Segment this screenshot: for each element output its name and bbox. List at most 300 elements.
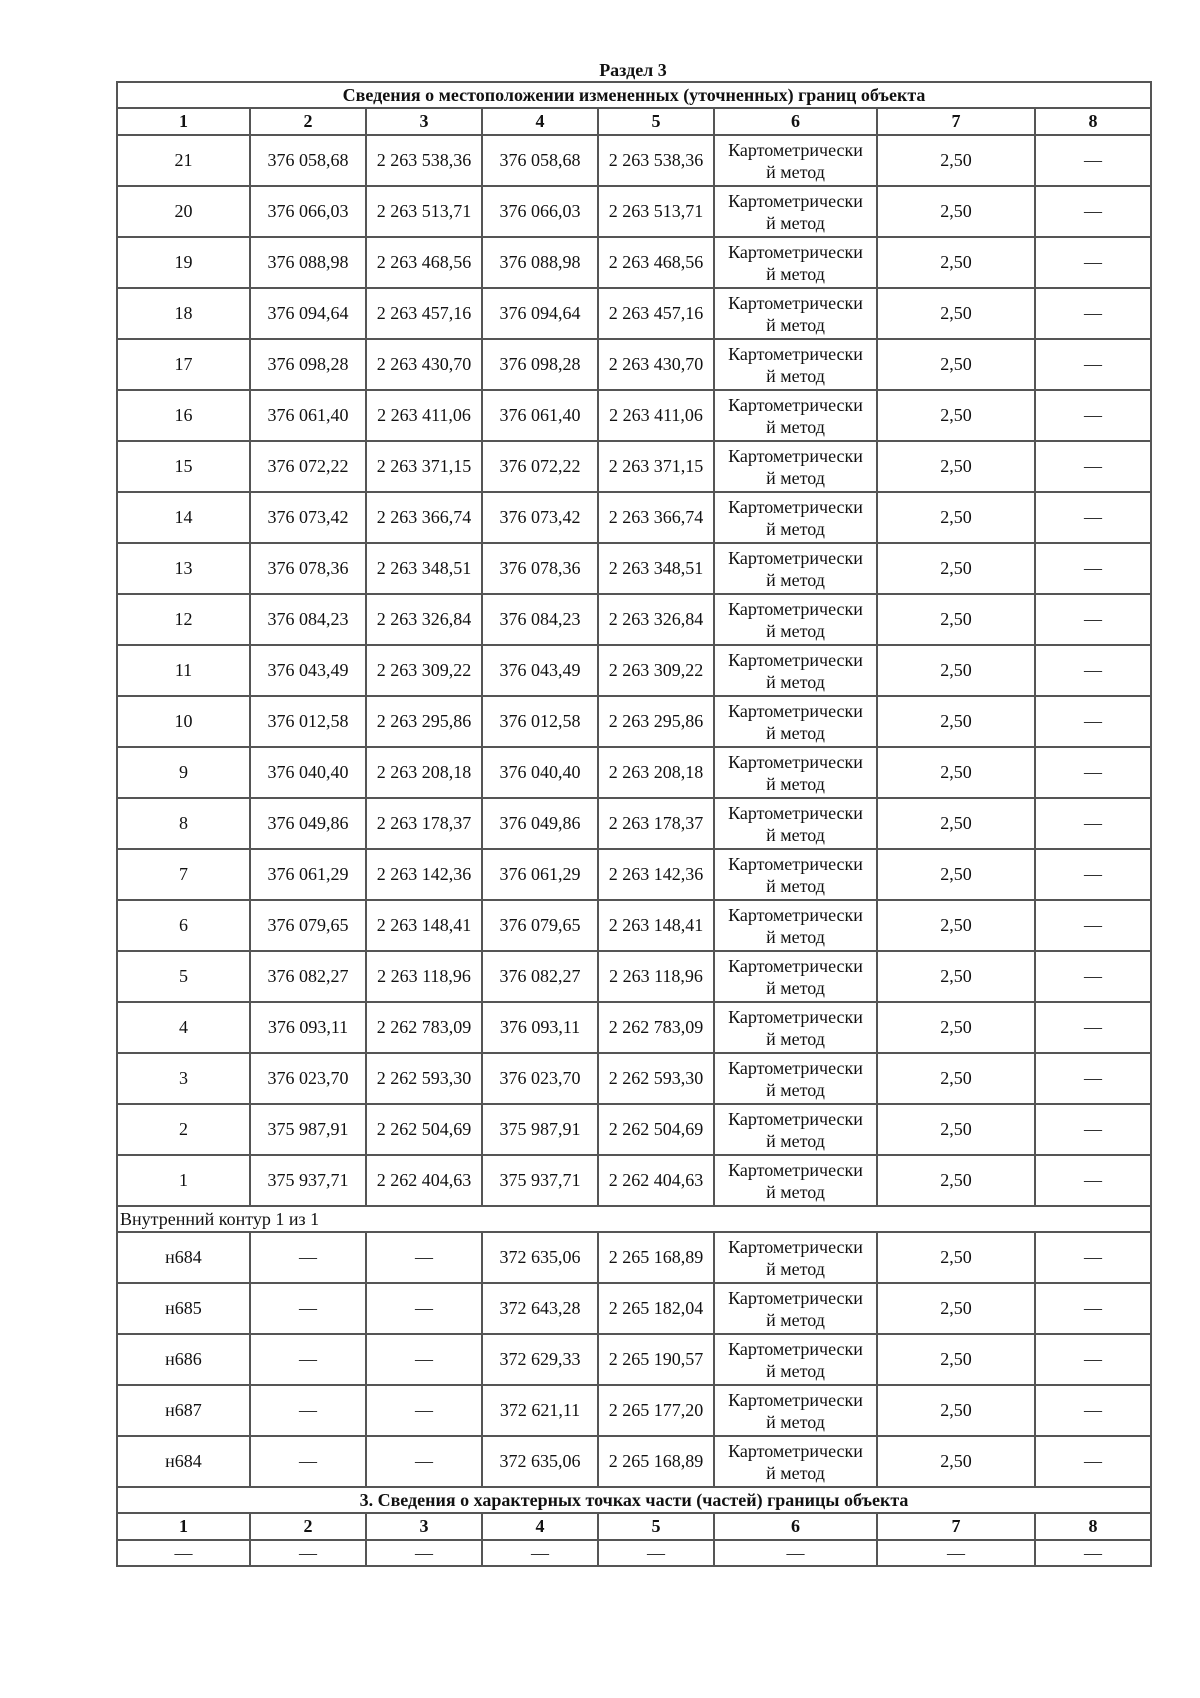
x-old-cell: — (250, 1436, 366, 1487)
method-cell (714, 135, 877, 186)
x-old-cell: 376 049,86 (250, 798, 366, 849)
point-number-cell: 6 (117, 900, 250, 951)
y-old-cell: 2 262 593,30 (366, 1053, 482, 1104)
table-row (117, 390, 1151, 441)
point-number-cell: н684 (117, 1436, 250, 1487)
description-cell: — (1035, 1155, 1151, 1206)
table-row (117, 1436, 1151, 1487)
column-number: 1 (117, 108, 250, 135)
x-new-cell: 376 088,98 (482, 237, 598, 288)
method-cell (714, 543, 877, 594)
x-old-cell: 376 079,65 (250, 900, 366, 951)
column-number: 8 (1035, 108, 1151, 135)
x-new-cell: 376 040,40 (482, 747, 598, 798)
parts-empty-row (117, 1540, 1151, 1566)
y-new-cell: 2 265 177,20 (598, 1385, 714, 1436)
y-old-cell: 2 262 504,69 (366, 1104, 482, 1155)
point-number-cell: 5 (117, 951, 250, 1002)
description-cell: — (1035, 1104, 1151, 1155)
point-number-cell: 3 (117, 1053, 250, 1104)
point-number-cell: н687 (117, 1385, 250, 1436)
table-row (117, 747, 1151, 798)
point-number-cell: 19 (117, 237, 250, 288)
method-text-line1: Картометрически (728, 445, 863, 466)
description-cell: — (1035, 492, 1151, 543)
method-cell (714, 747, 877, 798)
point-number-cell: н684 (117, 1232, 250, 1283)
method-text-line1: Картометрически (728, 1057, 863, 1078)
method-text-line2: й метод (766, 1258, 825, 1279)
table-row (117, 237, 1151, 288)
method-cell (714, 492, 877, 543)
method-cell (714, 798, 877, 849)
x-old-cell: — (250, 1232, 366, 1283)
description-cell: — (1035, 594, 1151, 645)
method-text-line2: й метод (766, 977, 825, 998)
accuracy-cell: 2,50 (877, 135, 1035, 186)
method-cell (714, 1002, 877, 1053)
column-number: 5 (598, 1513, 714, 1540)
y-new-cell: 2 265 182,04 (598, 1283, 714, 1334)
accuracy-cell: 2,50 (877, 339, 1035, 390)
description-cell: — (1035, 849, 1151, 900)
method-text-line1: Картометрически (728, 700, 863, 721)
table-row (117, 951, 1151, 1002)
x-new-cell: 376 098,28 (482, 339, 598, 390)
section-heading: Раздел 3 (599, 60, 667, 80)
method-text-line1: Картометрически (728, 1338, 863, 1359)
method-text-line2: й метод (766, 161, 825, 182)
column-number: 6 (714, 1513, 877, 1540)
column-number: 6 (714, 108, 877, 135)
y-new-cell: 2 263 411,06 (598, 390, 714, 441)
method-cell (714, 594, 877, 645)
x-new-cell: 376 061,29 (482, 849, 598, 900)
y-old-cell: 2 263 366,74 (366, 492, 482, 543)
table-row (117, 696, 1151, 747)
description-cell: — (1035, 543, 1151, 594)
accuracy-cell: 2,50 (877, 798, 1035, 849)
description-cell: — (1035, 339, 1151, 390)
y-old-cell: 2 263 118,96 (366, 951, 482, 1002)
description-cell: — (1035, 951, 1151, 1002)
method-text-line1: Картометрически (728, 955, 863, 976)
table-row (117, 441, 1151, 492)
y-old-cell: — (366, 1334, 482, 1385)
method-text-line1: Картометрически (728, 496, 863, 517)
point-number-cell: н686 (117, 1334, 250, 1385)
y-new-cell: 2 262 404,63 (598, 1155, 714, 1206)
accuracy-cell: 2,50 (877, 1053, 1035, 1104)
method-cell (714, 1155, 877, 1206)
x-old-cell: 376 066,03 (250, 186, 366, 237)
method-cell (714, 900, 877, 951)
column-number: 3 (366, 108, 482, 135)
x-old-cell: 376 061,40 (250, 390, 366, 441)
accuracy-cell: 2,50 (877, 696, 1035, 747)
method-cell (714, 390, 877, 441)
method-text-line2: й метод (766, 671, 825, 692)
method-text-line1: Картометрически (728, 1440, 863, 1461)
description-cell: — (1035, 390, 1151, 441)
column-number: 2 (250, 108, 366, 135)
column-number: 3 (366, 1513, 482, 1540)
y-old-cell: 2 263 148,41 (366, 900, 482, 951)
table-title-row (117, 82, 1151, 108)
point-number-cell: 20 (117, 186, 250, 237)
x-old-cell: 376 040,40 (250, 747, 366, 798)
x-old-cell: 376 088,98 (250, 237, 366, 288)
method-text-line2: й метод (766, 1028, 825, 1049)
accuracy-cell: 2,50 (877, 543, 1035, 594)
method-cell (714, 1334, 877, 1385)
method-cell (714, 288, 877, 339)
method-text-line2: й метод (766, 1181, 825, 1202)
table-row (117, 543, 1151, 594)
accuracy-cell: 2,50 (877, 900, 1035, 951)
y-old-cell: 2 262 404,63 (366, 1155, 482, 1206)
y-new-cell: 2 263 118,96 (598, 951, 714, 1002)
method-text-line1: Картометрически (728, 547, 863, 568)
method-text-line2: й метод (766, 1360, 825, 1381)
method-text-line2: й метод (766, 467, 825, 488)
y-new-cell: 2 265 168,89 (598, 1436, 714, 1487)
y-new-cell: 2 262 593,30 (598, 1053, 714, 1104)
x-new-cell: 376 094,64 (482, 288, 598, 339)
description-cell: — (1035, 135, 1151, 186)
table-row (117, 339, 1151, 390)
point-number-cell: 13 (117, 543, 250, 594)
column-number: 5 (598, 108, 714, 135)
method-cell (714, 441, 877, 492)
method-text-line2: й метод (766, 263, 825, 284)
method-text-line1: Картометрически (728, 598, 863, 619)
method-text-line2: й метод (766, 824, 825, 845)
description-cell: — (1035, 186, 1151, 237)
method-cell (714, 1053, 877, 1104)
parts-column-number-row (117, 1513, 1151, 1540)
column-number: 8 (1035, 1513, 1151, 1540)
column-number: 1 (117, 1513, 250, 1540)
x-new-cell: 372 629,33 (482, 1334, 598, 1385)
method-text-line1: Картометрически (728, 853, 863, 874)
y-new-cell: 2 263 430,70 (598, 339, 714, 390)
y-new-cell: 2 263 457,16 (598, 288, 714, 339)
description-cell: — (1035, 696, 1151, 747)
x-old-cell: 376 098,28 (250, 339, 366, 390)
coordinates-table (116, 81, 1152, 1567)
y-new-cell: 2 263 309,22 (598, 645, 714, 696)
y-old-cell: 2 263 178,37 (366, 798, 482, 849)
table-row (117, 1385, 1151, 1436)
description-cell: — (1035, 1334, 1151, 1385)
description-cell: — (1035, 1283, 1151, 1334)
y-new-cell: 2 263 326,84 (598, 594, 714, 645)
method-cell (714, 951, 877, 1002)
method-text-line1: Картометрически (728, 292, 863, 313)
point-number-cell: 4 (117, 1002, 250, 1053)
point-number-cell: 15 (117, 441, 250, 492)
x-old-cell: 376 078,36 (250, 543, 366, 594)
x-new-cell: 376 043,49 (482, 645, 598, 696)
point-number-cell: 16 (117, 390, 250, 441)
description-cell: — (1035, 1232, 1151, 1283)
table-title: Сведения о местоположении измененных (уточненных) границ объекта (117, 82, 1151, 108)
y-old-cell: — (366, 1232, 482, 1283)
point-number-cell: 21 (117, 135, 250, 186)
column-number: 4 (482, 108, 598, 135)
table-row (117, 1283, 1151, 1334)
accuracy-cell: 2,50 (877, 441, 1035, 492)
x-new-cell: 376 023,70 (482, 1053, 598, 1104)
y-old-cell: — (366, 1385, 482, 1436)
accuracy-cell: 2,50 (877, 747, 1035, 798)
x-old-cell: 376 093,11 (250, 1002, 366, 1053)
table-row (117, 645, 1151, 696)
method-text-line1: Картометрически (728, 1236, 863, 1257)
point-number-cell: 10 (117, 696, 250, 747)
y-old-cell: 2 263 468,56 (366, 237, 482, 288)
y-old-cell: 2 263 348,51 (366, 543, 482, 594)
method-text-line1: Картометрически (728, 1287, 863, 1308)
method-cell (714, 237, 877, 288)
y-new-cell: 2 263 538,36 (598, 135, 714, 186)
method-text-line2: й метод (766, 212, 825, 233)
x-old-cell: — (250, 1385, 366, 1436)
x-new-cell: 372 635,06 (482, 1436, 598, 1487)
description-cell: — (1035, 645, 1151, 696)
accuracy-cell: 2,50 (877, 492, 1035, 543)
x-new-cell: 372 635,06 (482, 1232, 598, 1283)
y-old-cell: — (366, 1283, 482, 1334)
y-old-cell: 2 263 295,86 (366, 696, 482, 747)
method-text-line1: Картометрически (728, 649, 863, 670)
y-old-cell: 2 263 208,18 (366, 747, 482, 798)
y-old-cell: 2 263 326,84 (366, 594, 482, 645)
y-new-cell: 2 265 168,89 (598, 1232, 714, 1283)
method-text-line2: й метод (766, 1130, 825, 1151)
y-new-cell: 2 263 371,15 (598, 441, 714, 492)
x-new-cell: 376 061,40 (482, 390, 598, 441)
description-cell: — (1035, 441, 1151, 492)
empty-cell: — (598, 1540, 714, 1566)
method-cell (714, 849, 877, 900)
method-text-line1: Картометрически (728, 802, 863, 823)
description-cell: — (1035, 798, 1151, 849)
x-old-cell: 376 073,42 (250, 492, 366, 543)
description-cell: — (1035, 1436, 1151, 1487)
method-text-line1: Картометрически (728, 241, 863, 262)
method-text-line2: й метод (766, 314, 825, 335)
method-text-line1: Картометрически (728, 343, 863, 364)
point-number-cell: 18 (117, 288, 250, 339)
x-new-cell: 376 084,23 (482, 594, 598, 645)
table-row (117, 594, 1151, 645)
y-new-cell: 2 263 348,51 (598, 543, 714, 594)
column-number: 7 (877, 108, 1035, 135)
method-text-line2: й метод (766, 416, 825, 437)
empty-cell: — (366, 1540, 482, 1566)
method-text-line2: й метод (766, 875, 825, 896)
y-old-cell: 2 263 142,36 (366, 849, 482, 900)
x-new-cell: 376 093,11 (482, 1002, 598, 1053)
accuracy-cell: 2,50 (877, 645, 1035, 696)
x-new-cell: 376 078,36 (482, 543, 598, 594)
method-cell (714, 1385, 877, 1436)
description-cell: — (1035, 1002, 1151, 1053)
parts-section-title-row (117, 1487, 1151, 1513)
x-old-cell: — (250, 1334, 366, 1385)
point-number-cell: 12 (117, 594, 250, 645)
table-row (117, 288, 1151, 339)
y-new-cell: 2 263 513,71 (598, 186, 714, 237)
y-old-cell: 2 263 411,06 (366, 390, 482, 441)
table-row (117, 1002, 1151, 1053)
accuracy-cell: 2,50 (877, 237, 1035, 288)
y-old-cell: — (366, 1436, 482, 1487)
empty-cell: — (877, 1540, 1035, 1566)
method-text-line2: й метод (766, 518, 825, 539)
table-row (117, 1334, 1151, 1385)
method-cell (714, 696, 877, 747)
x-old-cell: 376 043,49 (250, 645, 366, 696)
accuracy-cell: 2,50 (877, 1385, 1035, 1436)
x-old-cell: 376 082,27 (250, 951, 366, 1002)
accuracy-cell: 2,50 (877, 390, 1035, 441)
table-row (117, 492, 1151, 543)
method-text-line1: Картометрически (728, 751, 863, 772)
method-cell (714, 645, 877, 696)
y-new-cell: 2 262 504,69 (598, 1104, 714, 1155)
method-cell (714, 1232, 877, 1283)
method-text-line2: й метод (766, 1309, 825, 1330)
method-text-line1: Картометрически (728, 1389, 863, 1410)
x-old-cell: 375 937,71 (250, 1155, 366, 1206)
method-text-line2: й метод (766, 1411, 825, 1432)
accuracy-cell: 2,50 (877, 1104, 1035, 1155)
y-new-cell: 2 263 366,74 (598, 492, 714, 543)
accuracy-cell: 2,50 (877, 1436, 1035, 1487)
method-cell (714, 339, 877, 390)
y-old-cell: 2 263 513,71 (366, 186, 482, 237)
description-cell: — (1035, 1385, 1151, 1436)
x-new-cell: 376 049,86 (482, 798, 598, 849)
y-new-cell: 2 263 178,37 (598, 798, 714, 849)
x-old-cell: — (250, 1283, 366, 1334)
column-number: 2 (250, 1513, 366, 1540)
column-number: 7 (877, 1513, 1035, 1540)
x-old-cell: 375 987,91 (250, 1104, 366, 1155)
y-old-cell: 2 263 538,36 (366, 135, 482, 186)
method-text-line2: й метод (766, 569, 825, 590)
inner-contour-label: Внутренний контур 1 из 1 (117, 1206, 1151, 1232)
x-new-cell: 376 012,58 (482, 696, 598, 747)
x-old-cell: 376 058,68 (250, 135, 366, 186)
table-row (117, 135, 1151, 186)
empty-cell: — (1035, 1540, 1151, 1566)
x-new-cell: 376 082,27 (482, 951, 598, 1002)
y-old-cell: 2 263 309,22 (366, 645, 482, 696)
point-number-cell: 7 (117, 849, 250, 900)
method-text-line1: Картометрически (728, 1006, 863, 1027)
method-text-line2: й метод (766, 926, 825, 947)
description-cell: — (1035, 900, 1151, 951)
y-new-cell: 2 262 783,09 (598, 1002, 714, 1053)
accuracy-cell: 2,50 (877, 288, 1035, 339)
empty-cell: — (250, 1540, 366, 1566)
method-cell (714, 1436, 877, 1487)
table-body (117, 82, 1151, 1566)
method-text-line1: Картометрически (728, 139, 863, 160)
point-number-cell: 2 (117, 1104, 250, 1155)
point-number-cell: 17 (117, 339, 250, 390)
point-number-cell: 9 (117, 747, 250, 798)
y-old-cell: 2 263 457,16 (366, 288, 482, 339)
method-text-line2: й метод (766, 365, 825, 386)
method-text-line1: Картометрически (728, 190, 863, 211)
description-cell: — (1035, 747, 1151, 798)
x-old-cell: 376 023,70 (250, 1053, 366, 1104)
x-old-cell: 376 072,22 (250, 441, 366, 492)
x-old-cell: 376 012,58 (250, 696, 366, 747)
table-row (117, 1053, 1151, 1104)
method-text-line2: й метод (766, 722, 825, 743)
table-row (117, 186, 1151, 237)
accuracy-cell: 2,50 (877, 1002, 1035, 1053)
method-text-line1: Картометрически (728, 904, 863, 925)
method-text-line2: й метод (766, 620, 825, 641)
method-cell (714, 1283, 877, 1334)
accuracy-cell: 2,50 (877, 1334, 1035, 1385)
point-number-cell: 11 (117, 645, 250, 696)
column-number-row (117, 108, 1151, 135)
table-row (117, 849, 1151, 900)
x-old-cell: 376 084,23 (250, 594, 366, 645)
parts-section-title: 3. Сведения о характерных точках части (частей) границы объекта (117, 1487, 1151, 1513)
method-text-line1: Картометрически (728, 1159, 863, 1180)
accuracy-cell: 2,50 (877, 849, 1035, 900)
table-row (117, 798, 1151, 849)
x-new-cell: 376 066,03 (482, 186, 598, 237)
x-new-cell: 376 072,22 (482, 441, 598, 492)
x-old-cell: 376 061,29 (250, 849, 366, 900)
x-new-cell: 372 643,28 (482, 1283, 598, 1334)
accuracy-cell: 2,50 (877, 1232, 1035, 1283)
description-cell: — (1035, 1053, 1151, 1104)
point-number-cell: н685 (117, 1283, 250, 1334)
method-text-line2: й метод (766, 773, 825, 794)
method-text-line2: й метод (766, 1079, 825, 1100)
accuracy-cell: 2,50 (877, 951, 1035, 1002)
y-new-cell: 2 263 208,18 (598, 747, 714, 798)
x-new-cell: 372 621,11 (482, 1385, 598, 1436)
method-text-line1: Картометрически (728, 394, 863, 415)
x-new-cell: 376 079,65 (482, 900, 598, 951)
y-old-cell: 2 263 371,15 (366, 441, 482, 492)
y-new-cell: 2 263 142,36 (598, 849, 714, 900)
description-cell: — (1035, 237, 1151, 288)
empty-cell: — (482, 1540, 598, 1566)
y-old-cell: 2 262 783,09 (366, 1002, 482, 1053)
y-new-cell: 2 263 468,56 (598, 237, 714, 288)
table-row (117, 1155, 1151, 1206)
point-number-cell: 8 (117, 798, 250, 849)
point-number-cell: 14 (117, 492, 250, 543)
x-new-cell: 376 058,68 (482, 135, 598, 186)
description-cell: — (1035, 288, 1151, 339)
method-text-line2: й метод (766, 1462, 825, 1483)
accuracy-cell: 2,50 (877, 594, 1035, 645)
